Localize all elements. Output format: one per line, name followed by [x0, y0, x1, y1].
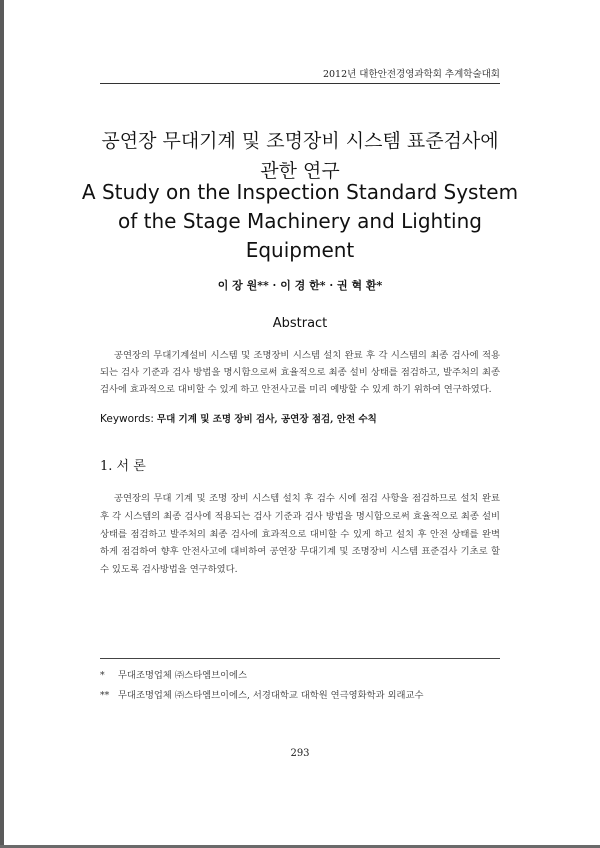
page-number: 293	[290, 748, 310, 759]
footnote-2	[100, 686, 520, 706]
footnote-2-mark: **	[100, 690, 110, 701]
authors: 이 장 원** · 이 경 한* · 권 혁 환*	[217, 279, 383, 292]
footnote-1	[100, 666, 520, 686]
footnote-1-mark: *	[100, 670, 105, 681]
footnotes	[100, 666, 520, 706]
section-1-heading: 1. 서 론	[100, 459, 146, 474]
running-head: 2012년 대한안전경영과학회 추계학술대회	[322, 69, 500, 80]
header-rule	[100, 83, 500, 84]
abstract-heading: Abstract	[272, 316, 328, 331]
title-korean-line-1: 공연장 무대기계 및 조명장비 시스템 표준검사에	[101, 130, 499, 152]
footnote-rule	[100, 658, 500, 659]
footnote-1-text: 무대조명업체 ㈜스타엠브이에스	[118, 670, 248, 681]
abstract-body: 공연장의 무대기계설비 시스템 및 조명장비 시스템 설치 완료 후 각 시스템의 최종 검사에 적용되는 검사 기준과 검사 방법을 명시함으로써 효율적으로 최종 설비 상태를 점검하고, 발주처의 최종 검사에 효과적으로 대비할 수 있게 하고 안전사고를 미리 예방할 수 있게 하기 위하여 연구하였다.	[100, 350, 500, 396]
keywords	[100, 411, 510, 425]
keywords-label: Keywords:	[100, 413, 154, 425]
title-english	[60, 178, 540, 265]
footnote-2-text: 무대조명업체 ㈜스타엠브이에스, 서경대학교 대학원 연극영화학과 외래교수	[118, 690, 424, 701]
section-1-body: 공연장의 무대 기계 및 조명 장비 시스템 설치 후 검수 시에 점검 사항을 점검하므로 설치 완료 후 각 시스템의 최종 검사에 적용되는 검사 기준과 검사 방법을 명시함으로써 효율적으로 최종 설비 상태를 점검하고 발주처의 최종 검사에 효과적으로 대비할 수 있게 하고 설치 후 안전 상태를 완벽하게 점검하여 향후 안전사고에 대비하여 공연장 무대기계 및 조명장비 시스템 표준검사 기초로 할 수 있도록 검사방법을 연구하였다.	[100, 493, 500, 576]
title-english-line-3: Equipment	[245, 238, 355, 262]
title-english-line-2: of the Stage Machinery and Lighting	[118, 209, 482, 233]
page-left-border	[0, 0, 4, 848]
title-korean-line-2: 관한 연구	[260, 160, 340, 182]
title-korean	[60, 126, 540, 186]
keywords-value: 무대 기계 및 조명 장비 검사, 공연장 점검, 안전 수칙	[156, 414, 377, 425]
title-english-line-1: A Study on the Inspection Standard System	[81, 180, 519, 204]
